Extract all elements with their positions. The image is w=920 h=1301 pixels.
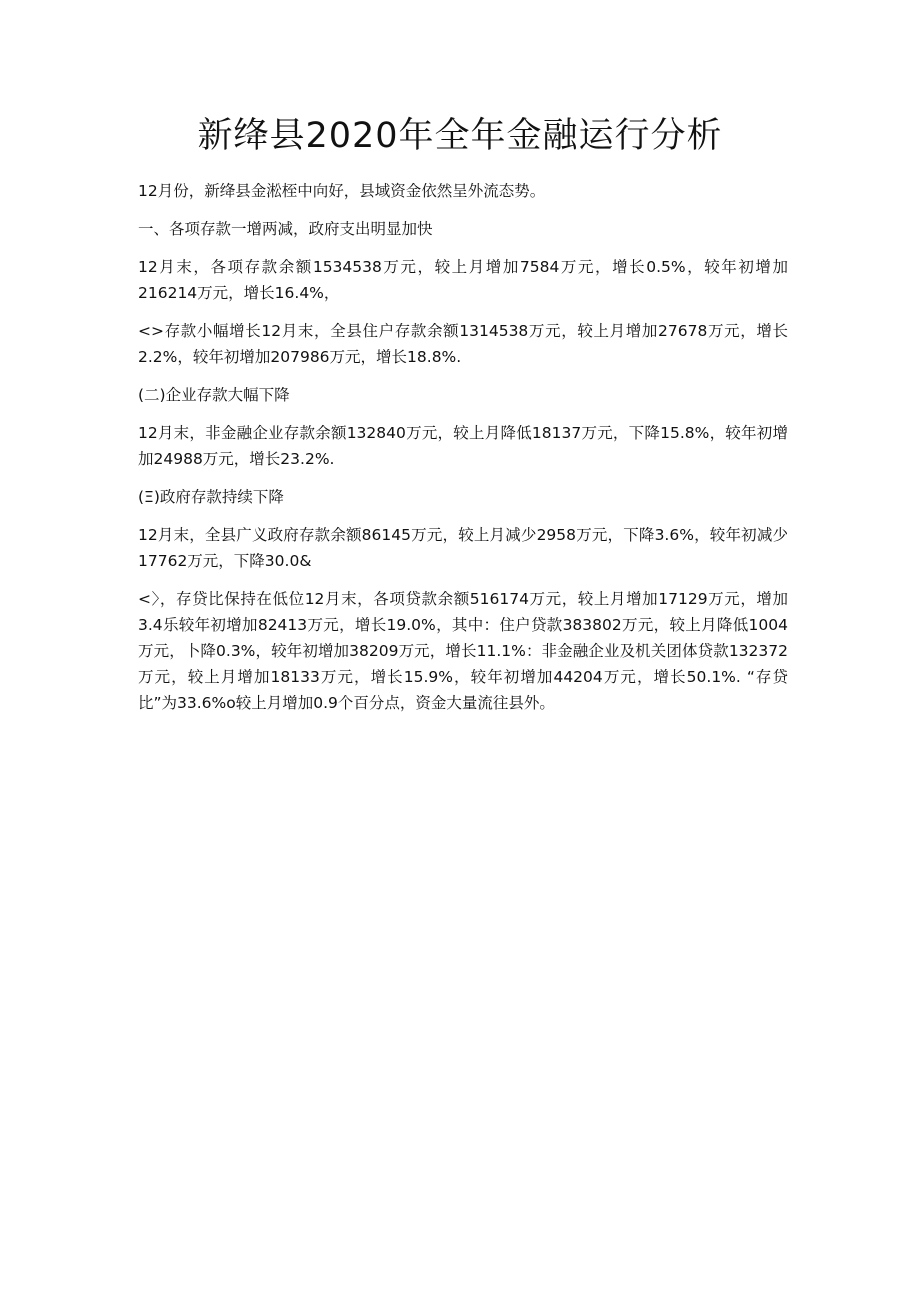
body-paragraph: 12月末，非金融企业存款余额132840万元，较上月降低18137万元，下降15.8%，较年初增加24988万元，增长23.2%.	[138, 424, 788, 468]
body-paragraph: 12月末，全县广义政府存款余额86145万元，较上月减少2958万元，下降3.6%，较年初减少17762万元，下降30.0&	[138, 526, 788, 570]
document-body	[138, 178, 788, 728]
body-paragraph: <>存款小幅增长12月末，全县住户存款余额1314538万元，较上月增加27678万元，增长2.2%，较年初增加207986万元，增长18.8%.	[138, 322, 788, 366]
section-heading-deposits: 一、各项存款一增两减，政府支出明显加快	[138, 220, 433, 238]
body-paragraph: <〉，存贷比保持在低位12月末，各项贷款余额516174万元，较上月增加17129万元，增加3.4乐较年初增加82413万元，增长19.0%，其中：住户贷款383802万元，较上月降低1004万元，卜降0.3%，较年初增加38209万元，增长11.1%：非金融企业及机关团体贷款132372万元，较上月增加18133万元，增长15.9%，较年初增加44204万元，增长50.1%. “存贷比”为33.6%o较上月增加0.9个百分点，资金大量流往县外。	[138, 590, 788, 712]
section-heading-enterprise: (二)企业存款大幅下降	[138, 386, 290, 404]
intro-paragraph: 12月份，新绛县金淞桎中向好，县域资金依然呈外流态势。	[138, 182, 546, 200]
document-title: 新绛县2020年全年金融运行分析	[197, 116, 723, 156]
section-heading-government: (Ξ)政府存款持续下降	[138, 488, 284, 506]
body-paragraph: 12月末，各项存款余额1534538万元，较上月增加7584万元，增长0.5%，较年初增加216214万元，增长16.4%，	[138, 258, 788, 302]
